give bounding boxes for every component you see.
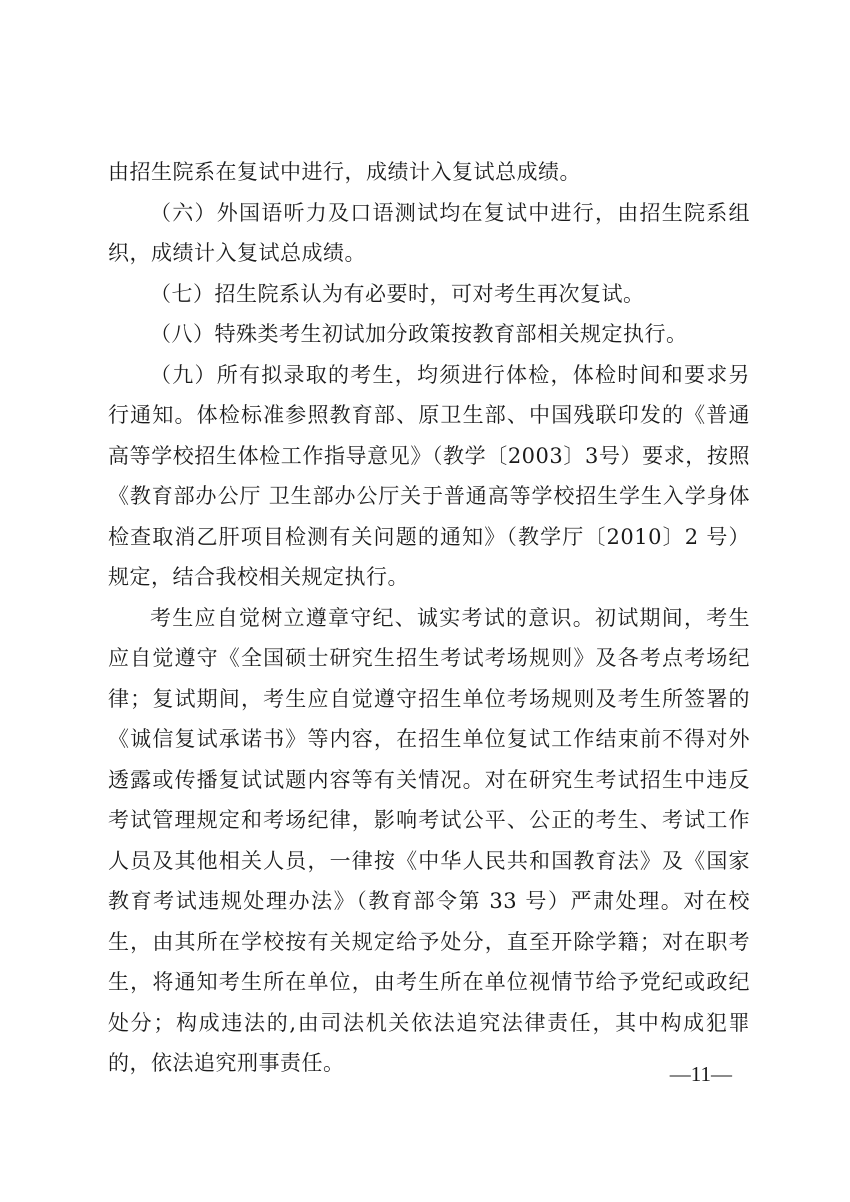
paragraph-item-9: （九）所有拟录取的考生，均须进行体检，体检时间和要求另行通知。体检标准参照教育部、原卫生部、中国残联印发的《普通高等学校招生体检工作指导意见》（教学〔2003〕3号）要求，按照《教育部办公厅 卫生部办公厅关于普通高等学校招生学生入学身体检查取消乙肝项目检测有关问题的通知》（教学厅〔2010〕2 号）规定，结合我校相关规定执行。 [108, 362, 750, 589]
paragraph-integrity-notice: 考生应自觉树立遵章守纪、诚实考试的意识。初试期间，考生应自觉遵守《全国硕士研究生招生考试考场规则》及各考点考场纪律；复试期间，考生应自觉遵守招生单位考场规则及考生所签署的《诚信复试承诺书》等内容，在招生单位复试工作结束前不得对外透露或传播复试试题内容等有关情况。对在研究生考试招生中违反考试管理规定和考场纪律，影响考试公平、公正的考生、考试工作人员及其他相关人员，一律按《中华人民共和国教育法》及《国家教育考试违规处理办法》（教育部令第 33 号）严肃处理。对在校生，由其所在学校按有关规定给予处分，直至开除学籍；对在职考生，将通知考生所在单位，由考生所在单位视情节给予党纪或政纪处分；构成违法的,由司法机关依法追究法律责任，其中构成犯罪的，依法追究刑事责任。 [108, 605, 750, 1075]
paragraph-item-8: （八）特殊类考生初试加分政策按教育部相关规定执行。 [150, 322, 688, 346]
paragraph-item-7: （七）招生院系认为有必要时，可对考生再次复试。 [150, 281, 645, 306]
page-number: —11— [669, 1062, 732, 1086]
document-body [108, 152, 750, 1084]
paragraph-continuation: 由招生院系在复试中进行，成绩计入复试总成绩。 [108, 160, 581, 184]
paragraph-item-6: （六）外国语听力及口语测试均在复试中进行，由招生院系组织，成绩计入复试总成绩。 [108, 200, 750, 265]
